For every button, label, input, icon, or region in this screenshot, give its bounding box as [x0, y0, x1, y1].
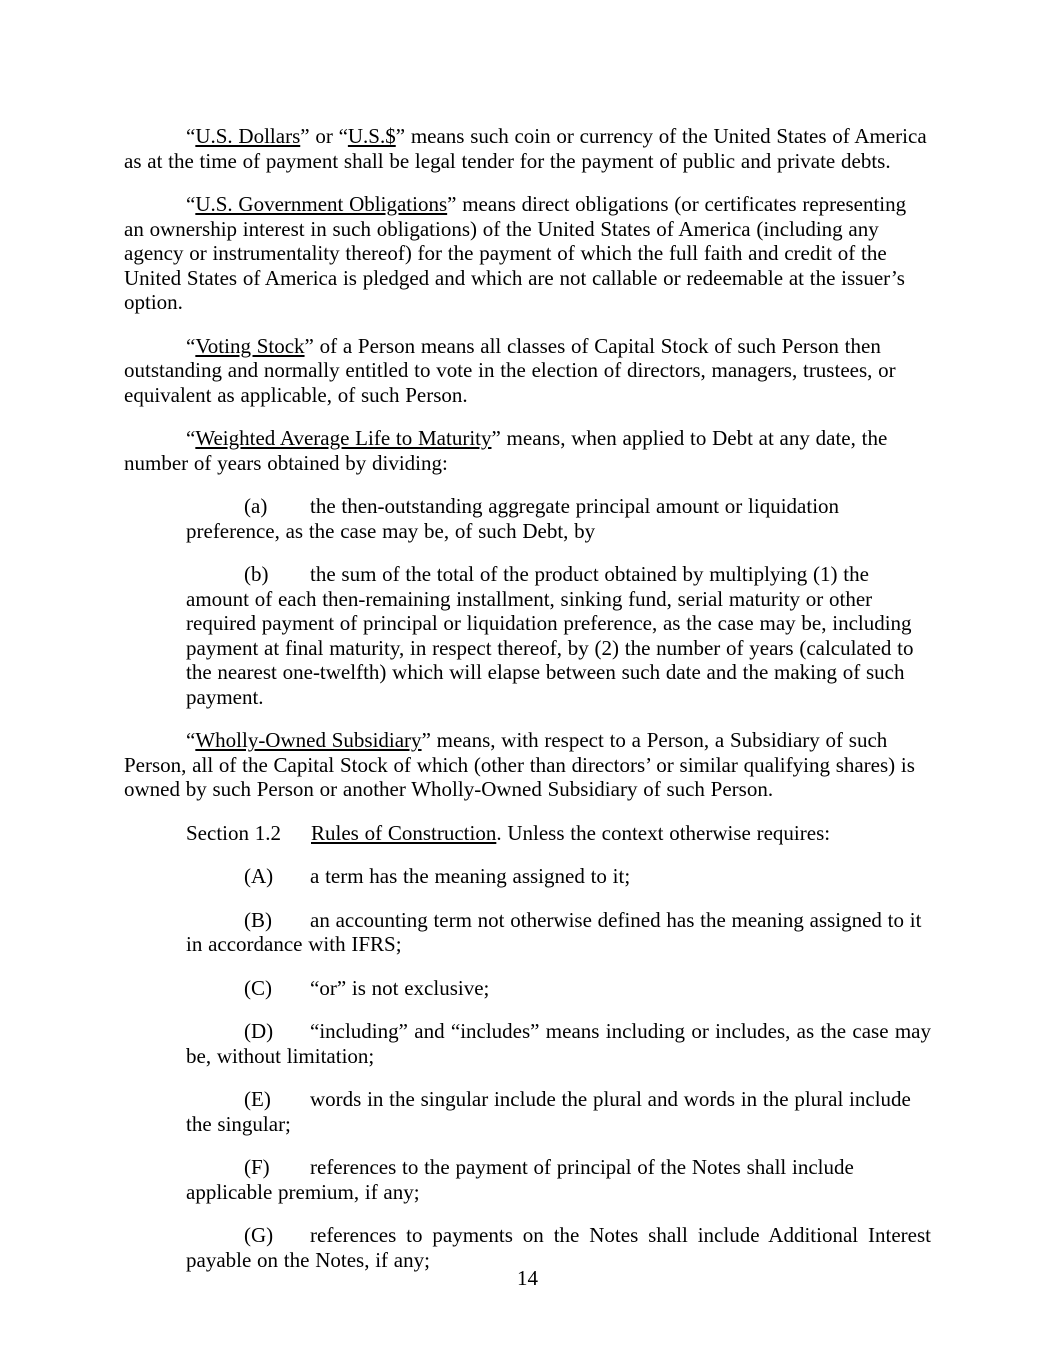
- text-run: an accounting term not otherwise defined has the meaning assigned to it in accordance with IFRS;: [186, 907, 922, 956]
- text-run: ” or “: [300, 124, 348, 148]
- clause-C: [186, 976, 931, 1001]
- clause-A: [186, 864, 931, 889]
- definition-weighted-average-life-to-maturity: [124, 426, 931, 475]
- text-run: “: [186, 333, 196, 358]
- text-run: “: [186, 426, 196, 450]
- text-run: “: [186, 192, 196, 216]
- text-run: ” means, with respect to a Person, a Subsidiary of such Person, all of the Capital Stock of which (other than directors’ or similar qualifying shares) is owned by such Person or another Wholly-Owned Subsidiary of such Person.: [124, 728, 915, 801]
- clause-letter: (b): [244, 562, 269, 586]
- clause-letter: (D): [244, 1019, 274, 1043]
- text-run: “: [186, 124, 196, 148]
- page-footer: [0, 1266, 1055, 1291]
- text-run: “including” and “includes” means including or includes, as the case may be, without limitation;: [186, 1019, 931, 1068]
- section-number: Section 1.2: [186, 820, 281, 845]
- clause-letter: (B): [244, 907, 272, 932]
- clause-B: [186, 908, 931, 957]
- clause-letter: (A): [244, 864, 274, 888]
- definition-us-government-obligations: [124, 192, 931, 315]
- document-body: [124, 124, 931, 1272]
- defined-term: U.S.$: [347, 124, 396, 148]
- clause-b: [186, 562, 931, 709]
- defined-term: U.S. Government Obligations: [195, 192, 448, 216]
- page-number: 14: [517, 1266, 538, 1290]
- text-run: . Unless the context otherwise requires:: [496, 820, 831, 845]
- defined-term: U.S. Dollars: [195, 124, 301, 148]
- section-1-2-rules-of-construction: [124, 821, 931, 846]
- defined-term: Rules of Construction: [311, 820, 497, 845]
- clause-letter: (F): [244, 1155, 270, 1179]
- text-run: references to the payment of principal of the Notes shall include applicable premium, if any;: [186, 1155, 854, 1204]
- clause-letter: (E): [244, 1087, 271, 1111]
- clause-letter: (G): [244, 1223, 274, 1247]
- text-run: a term has the meaning assigned to it;: [310, 864, 631, 888]
- text-run: ” means such coin or currency of the United States of America as at the time of payment shall be legal tender for the payment of public and private debts.: [124, 124, 927, 173]
- definition-wholly-owned-subsidiary: [124, 728, 931, 802]
- text-run: references to payments on the Notes shall include Additional Interest payable on the Notes, if any;: [186, 1223, 931, 1272]
- text-run: the sum of the total of the product obtained by multiplying (1) the amount of each then-remaining installment, sinking fund, serial maturity or other required payment of principal or liquidation preference, as the case may be, including payment at final maturity, in respect thereof, by (2) the number of years (calculated to the nearest one-twelfth) which will elapse between such date and the making of such payment.: [186, 562, 914, 709]
- text-run: “or” is not exclusive;: [310, 975, 490, 1000]
- clause-D: [186, 1019, 931, 1068]
- clause-letter: (C): [244, 975, 272, 1000]
- defined-term: Weighted Average Life to Maturity: [195, 426, 492, 450]
- defined-term: Wholly-Owned Subsidiary: [195, 728, 422, 752]
- text-run: “: [186, 728, 196, 752]
- text-run: ” of a Person means all classes of Capital Stock of such Person then outstanding and normally entitled to vote in the election of directors, managers, trustees, or equivalent as applicable, of such Person.: [124, 333, 896, 407]
- clause-a: [186, 494, 931, 543]
- definition-us-dollars: [124, 124, 931, 173]
- text-run: ” means, when applied to Debt at any date, the number of years obtained by dividing:: [124, 426, 888, 475]
- clause-letter: (a): [244, 494, 268, 518]
- text-run: the then-outstanding aggregate principal amount or liquidation preference, as the case may be, of such Debt, by: [186, 494, 840, 543]
- text-run: ” means direct obligations (or certificates representing an ownership interest in such obligations) of the United States of America (including any agency or instrumentality thereof) for the payment of which the full faith and credit of the United States of America is pledged and which are not callable or redeemable at the issuer’s option.: [124, 192, 907, 314]
- text-run: words in the singular include the plural and words in the plural include the singular;: [186, 1087, 911, 1136]
- defined-term: Voting Stock: [195, 333, 305, 358]
- clause-F: [186, 1155, 931, 1204]
- clause-E: [186, 1087, 931, 1136]
- clause-G: [186, 1223, 931, 1272]
- definition-voting-stock: [124, 334, 931, 408]
